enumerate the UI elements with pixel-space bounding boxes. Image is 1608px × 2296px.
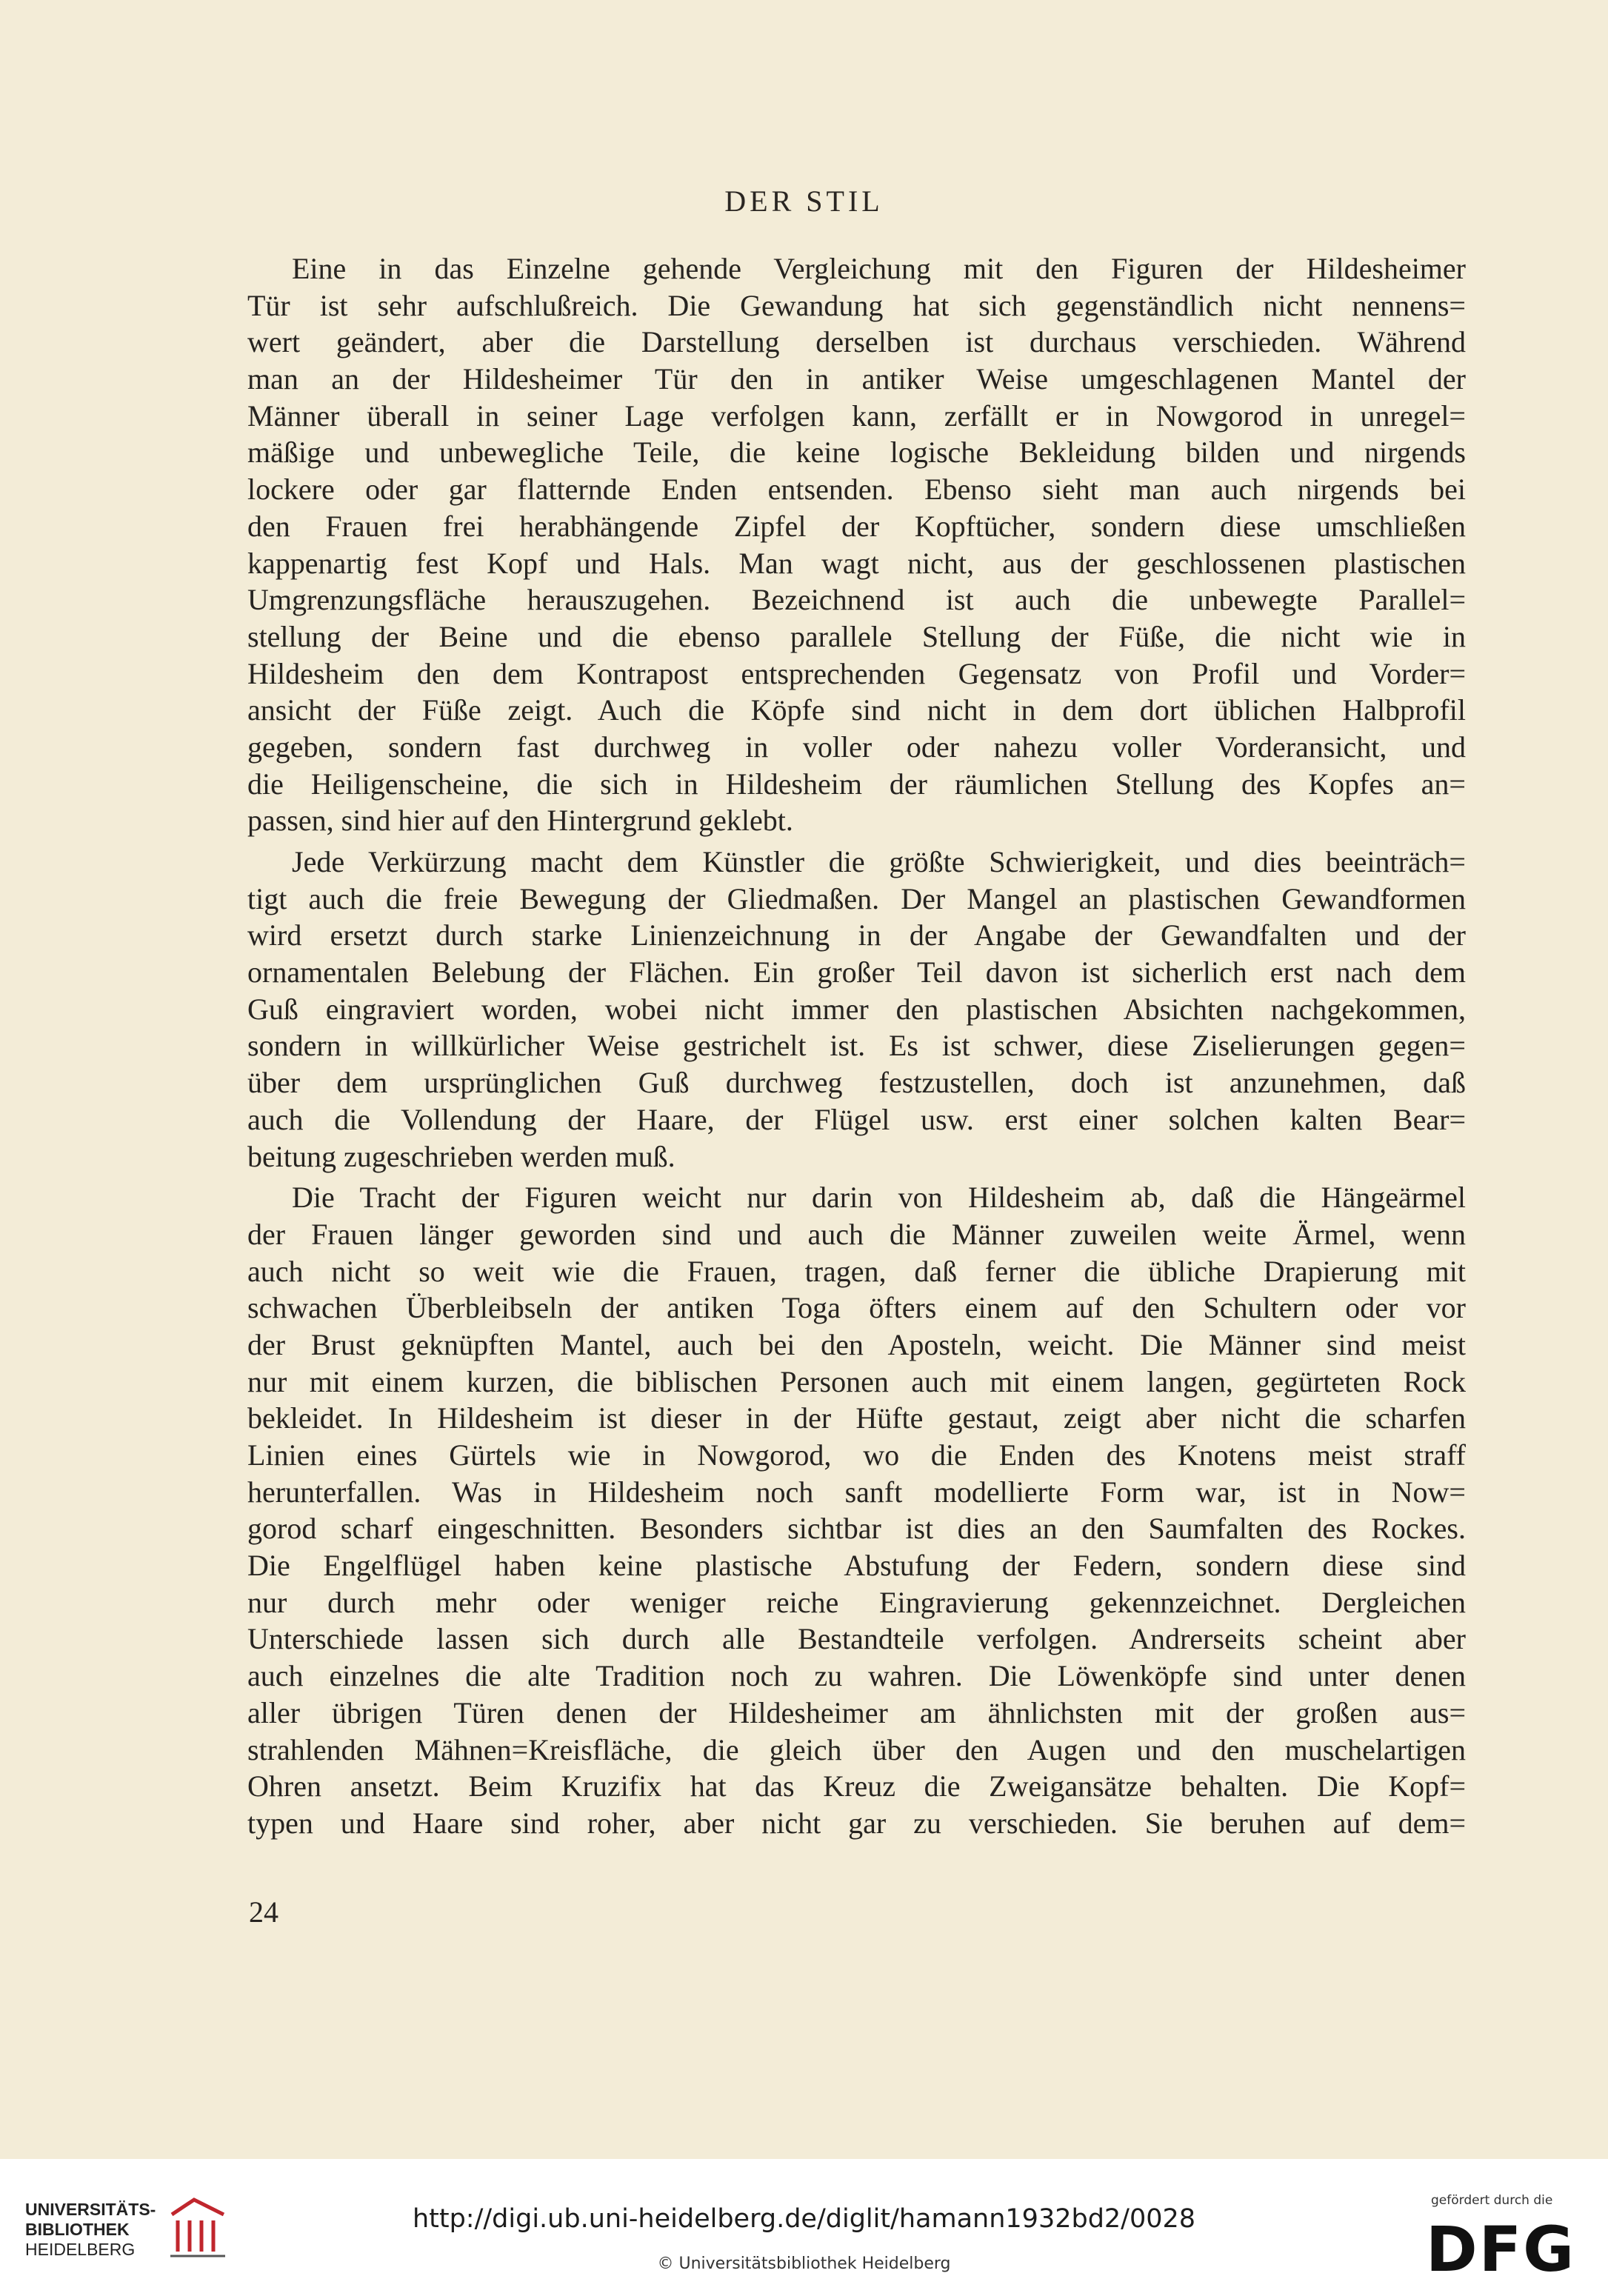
text-line: kappenartig fest Kopf und Hals. Man wagt nicht, aus der geschlossenen plastischen xyxy=(247,546,1466,580)
text-line: herunterfallen. Was in Hildesheim noch sanft modellierte Form war, ist in Now= xyxy=(247,1475,1466,1509)
paragraph xyxy=(247,844,1466,1175)
text-line: Hildesheim den dem Kontrapost entsprechenden Gegensatz von Profil und Vorder= xyxy=(247,656,1466,690)
permalink-url[interactable]: http://digi.ub.uni-heidelberg.de/diglit/hamann1932bd2/0028 xyxy=(412,2204,1196,2234)
text-line: Die Engelflügel haben keine plastische Abstufung der Federn, sondern diese sind xyxy=(247,1549,1466,1583)
paragraph xyxy=(247,250,1466,839)
text-line: der Brust geknüpften Mantel, auch bei den Aposteln, weicht. Die Männer sind meist xyxy=(247,1327,1466,1361)
text-line: strahlenden Mähnen=Kreisfläche, die gleich über den Augen und den muschelartigen xyxy=(247,1732,1466,1766)
text-line: Jede Verkürzung macht dem Künstler die größte Schwierigkeit, und dies beeinträch= xyxy=(292,845,1466,878)
text-line: gegeben, sondern fast durchweg in voller oder nahezu voller Vorderansicht, und xyxy=(247,730,1466,764)
text-line: ornamentalen Belebung der Flächen. Ein großer Teil davon ist sicherlich erst nach dem xyxy=(247,955,1466,990)
body-text xyxy=(247,250,1466,1846)
text-line: auch einzelnes die alte Tradition noch zu wahren. Die Löwenköpfe sind unter denen xyxy=(247,1659,1466,1693)
text-line: ansicht der Füße zeigt. Auch die Köpfe sind nicht in dem dort üblichen Halbprofil xyxy=(247,693,1466,727)
text-line: bekleidet. In Hildesheim ist dieser in der Hüfte gestaut, zeigt aber nicht die scharfen xyxy=(247,1401,1466,1435)
text-line: auch nicht so weit wie die Frauen, tragen, daß ferner die übliche Drapierung mit xyxy=(247,1254,1466,1288)
library-name-line1: UNIVERSITÄTS- xyxy=(25,2200,156,2219)
text-line: wird ersetzt durch starke Linienzeichnung in der Angabe der Gewandfalten und der xyxy=(247,918,1466,952)
text-line: Männer überall in seiner Lage verfolgen kann, zerfällt er in Nowgorod in unregel= xyxy=(247,398,1466,433)
text-line: den Frauen frei herabhängende Zipfel der Kopftücher, sondern diese umschließen xyxy=(247,509,1466,543)
text-line: stellung der Beine und die ebenso parallele Stellung der Füße, die nicht wie in xyxy=(247,619,1466,653)
text-line: die Heiligenscheine, die sich in Hildesheim der räumlichen Stellung des Kopfes an= xyxy=(247,767,1466,801)
text-line: Tür ist sehr aufschlußreich. Die Gewandung hat sich gegenständlich nicht nennens= xyxy=(247,288,1466,322)
text-line: schwachen Überbleibseln der antiken Toga öfters einem auf den Schultern oder vor xyxy=(247,1291,1466,1325)
text-line: mäßige und unbewegliche Teile, die keine logische Bekleidung bilden und nirgends xyxy=(247,435,1466,470)
text-line: nur durch mehr oder weniger reiche Eingravierung gekennzeichnet. Dergleichen xyxy=(247,1585,1466,1619)
text-line: Die Tracht der Figuren weicht nur darin von Hildesheim ab, daß die Hängeärmel xyxy=(292,1181,1466,1215)
running-header: DER STIL xyxy=(724,184,884,218)
text-line: gorod scharf eingeschnitten. Besonders sichtbar ist dies an den Saumfalten des Rockes. xyxy=(247,1512,1466,1546)
text-line: auch die Vollendung der Haare, der Flügel usw. erst einer solchen kalten Bear= xyxy=(247,1102,1466,1136)
library-name-line2: BIBLIOTHEK xyxy=(25,2220,130,2239)
text-line: Unterschiede lassen sich durch alle Bestandteile verfolgen. Andrerseits scheint aber xyxy=(247,1622,1466,1656)
text-line: über dem ursprünglichen Guß durchweg festzustellen, doch ist anzunehmen, daß xyxy=(247,1066,1466,1100)
text-line: Umgrenzungsfläche herauszugehen. Bezeichnend ist auch die unbewegte Parallel= xyxy=(247,583,1466,617)
page-number: 24 xyxy=(249,1895,278,1929)
text-line: Eine in das Einzelne gehende Vergleichung mit den Figuren der Hildesheimer xyxy=(292,252,1466,285)
text-line: Guß eingraviert worden, wobei nicht immer den plastischen Absichten nachgekommen, xyxy=(247,992,1466,1026)
text-line: wert geändert, aber die Darstellung derselben ist durchaus verschieden. Während xyxy=(247,325,1466,359)
text-line: tigt auch die freie Bewegung der Gliedmaßen. Der Mangel an plastischen Gewandformen xyxy=(247,881,1466,915)
library-name-line3: HEIDELBERG xyxy=(25,2240,136,2259)
paragraph xyxy=(247,1179,1466,1841)
text-line: aller übrigen Türen denen der Hildesheimer am ähnlichsten mit der großen aus= xyxy=(247,1695,1466,1729)
copyright-notice: © Universitätsbibliothek Heidelberg xyxy=(657,2255,951,2273)
text-line: man an der Hildesheimer Tür den in antiker Weise umgeschlagenen Mantel der xyxy=(247,362,1466,396)
text-line: passen, sind hier auf den Hintergrund geklebt. xyxy=(247,804,793,838)
text-line: der Frauen länger geworden sind und auch die Männer zuweilen weite Ärmel, wenn xyxy=(247,1217,1466,1251)
text-line: Linien eines Gürtels wie in Nowgorod, wo die Enden des Knotens meist straff xyxy=(247,1438,1466,1472)
dfg-logo-icon[interactable] xyxy=(1426,2219,1589,2277)
text-line: sondern in willkürlicher Weise gestrichelt ist. Es ist schwer, diese Ziselierungen gegen= xyxy=(247,1029,1466,1063)
text-line: typen und Haare sind roher, aber nicht gar zu verschieden. Sie beruhen auf dem= xyxy=(247,1806,1466,1840)
text-line: lockere oder gar flatternde Enden entsenden. Ebenso sieht man auch nirgends bei xyxy=(247,473,1466,507)
svg-text:DFG: DFG xyxy=(1426,2219,1576,2277)
funding-note: gefördert durch die xyxy=(1431,2193,1553,2208)
text-line: Ohren ansetzt. Beim Kruzifix hat das Kreuz die Zweigansätze behalten. Die Kopf= xyxy=(247,1769,1466,1803)
text-line: beitung zugeschrieben werden muß. xyxy=(247,1139,675,1173)
text-line: nur mit einem kurzen, die biblischen Personen auch mit einem langen, gegürteten Rock xyxy=(247,1364,1466,1398)
